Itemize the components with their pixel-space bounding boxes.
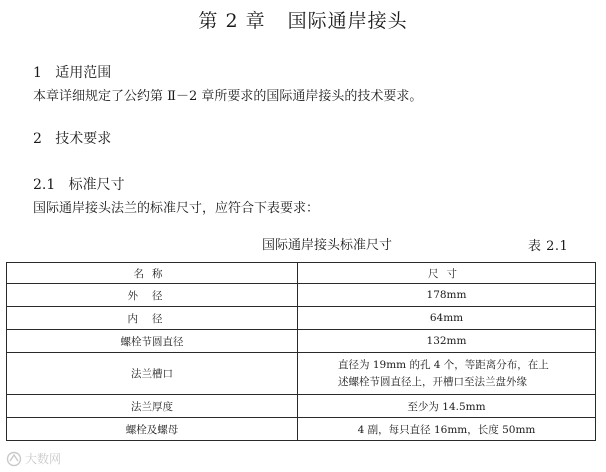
chapter-name: 国际通岸接头 <box>287 10 408 32</box>
row-name: 外径 <box>7 284 298 307</box>
spec-table <box>6 262 596 441</box>
row-name: 法兰槽口 <box>7 353 298 395</box>
table-row <box>7 353 596 395</box>
row-name: 法兰厚度 <box>7 395 298 418</box>
table-row <box>7 284 596 307</box>
row-name: 螺栓及螺母 <box>7 418 298 441</box>
table-number: 表 2.1 <box>528 239 569 254</box>
watermark-logo-icon <box>6 451 22 467</box>
table-row <box>7 395 596 418</box>
section-2-1-text: 国际通岸接头法兰的标准尺寸，应符合下表要求： <box>33 201 320 216</box>
row-value: 直径为 19mm 的孔 4 个，等距离分布，在上述螺栓节圆直径上，开槽口至法兰盘外缘 <box>298 353 596 395</box>
section-1-number: 1 <box>33 65 42 81</box>
table-row <box>7 307 596 330</box>
section-1-title: 适用范围 <box>55 65 112 81</box>
section-2-1-heading <box>33 174 125 194</box>
header-size: 尺寸 <box>298 263 596 284</box>
table-row <box>7 330 596 353</box>
row-value: 132mm <box>298 330 596 353</box>
row-value: 178mm <box>298 284 596 307</box>
chapter-title <box>0 6 606 33</box>
section-1-text: 本章详细规定了公约第 Ⅱ－2 章所要求的国际通岸接头的技术要求。 <box>33 89 423 104</box>
table-header-row <box>7 263 596 284</box>
row-name: 内径 <box>7 307 298 330</box>
table-caption: 国际通岸接头标准尺寸 <box>262 238 393 253</box>
row-value: 64mm <box>298 307 596 330</box>
chapter-number: 第 2 章 <box>198 10 266 32</box>
header-name: 名称 <box>7 263 298 284</box>
table-row <box>7 418 596 441</box>
section-2-title: 技术要求 <box>55 131 112 147</box>
section-1-heading <box>33 62 111 82</box>
row-value: 至少为 14.5mm <box>298 395 596 418</box>
watermark-text: 大数网 <box>25 452 62 466</box>
section-2-1-number: 2.1 <box>33 177 56 193</box>
watermark <box>6 450 61 467</box>
section-2-1-title: 标准尺寸 <box>68 177 125 193</box>
section-2-number: 2 <box>33 131 42 147</box>
section-2-heading <box>33 128 111 148</box>
row-value: 4 副，每只直径 16mm，长度 50mm <box>298 418 596 441</box>
row-name: 螺栓节圆直径 <box>7 330 298 353</box>
